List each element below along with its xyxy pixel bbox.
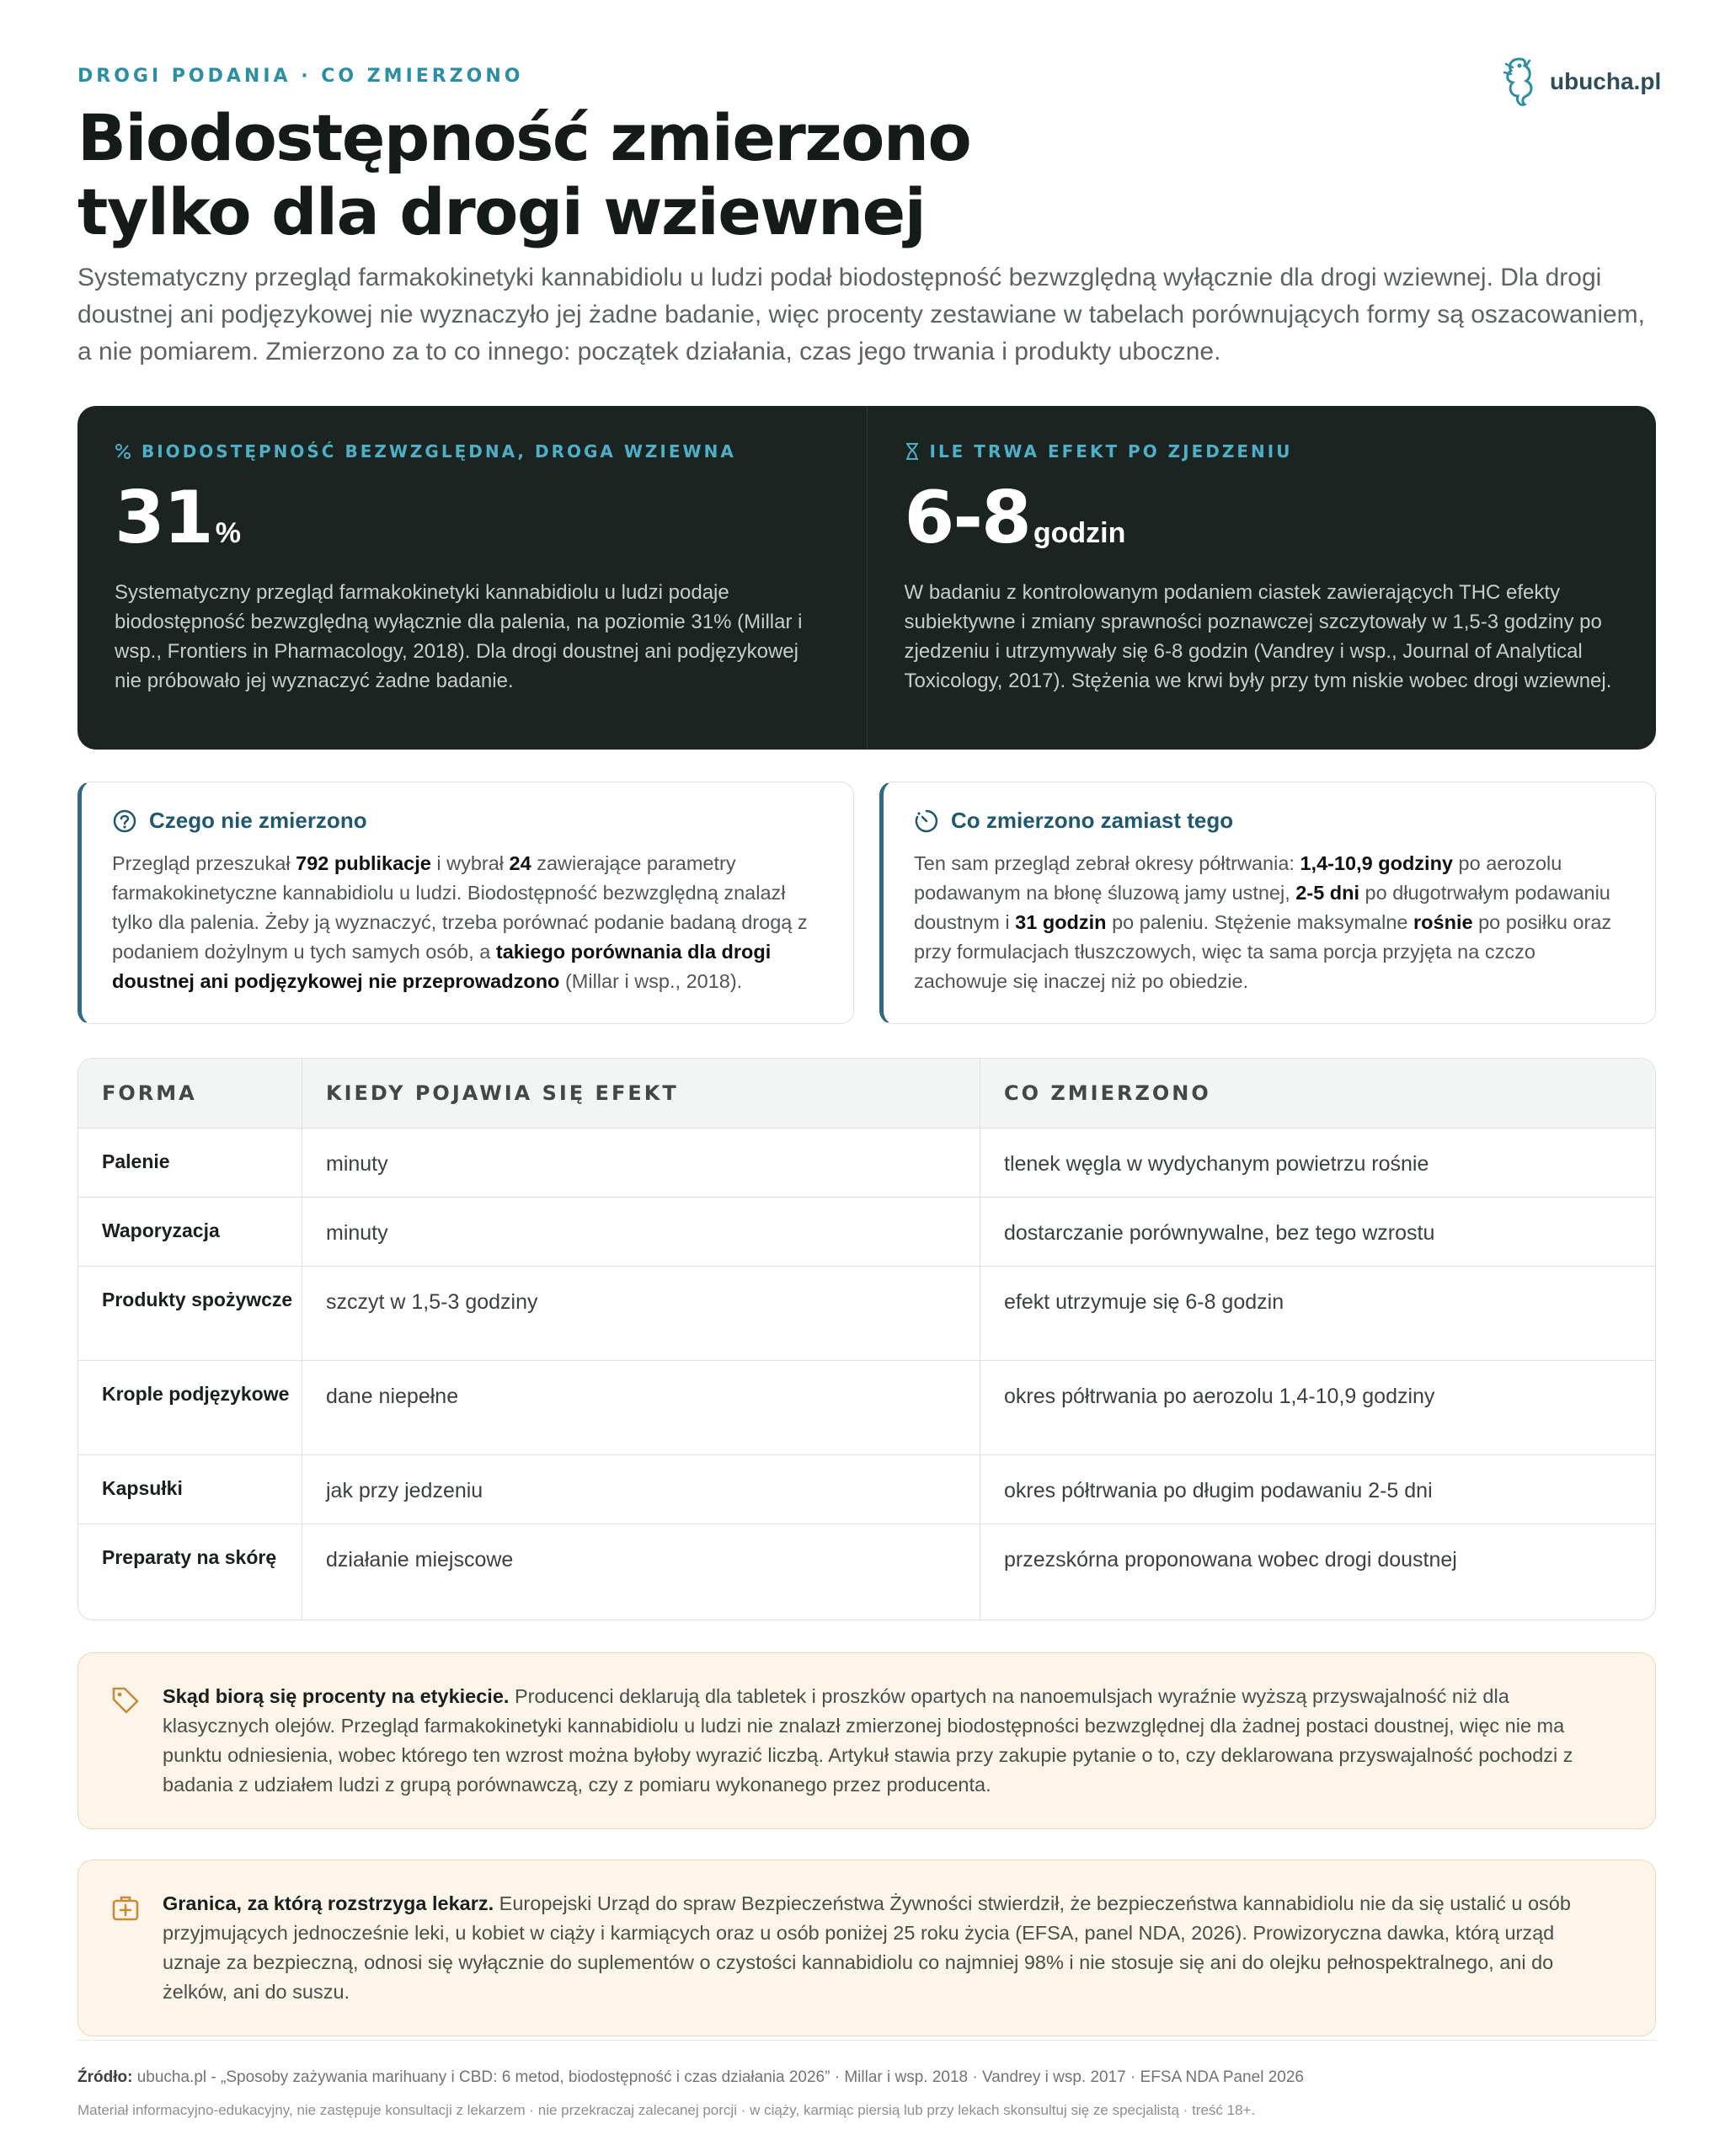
note-text: Granica, za którą rozstrzyga lekarz. Europejski Urząd do spraw Bezpieczeństwa Żywności stwierdził, że bezpieczeństwa kannabidiolu nie da się ustalić u osób przyjmujących jednocześnie leki, u kobiet w ciąży i karmiących oraz u osób poniżej 25 roku życia (EFSA, panel NDA, 2026). Prowizoryczna dawka, którą urząd uznaje za bezpieczną, odnosi się wyłącznie do suplementów o czystości kannabidiolu co najmniej 98% i nie stosuje się ani do olejku pełnospektralnego, ani do żelków, ani do suszu. (163, 1892, 1571, 2003)
table-row (78, 1266, 1655, 1360)
card-heading: Co zmierzono zamiast tego (914, 808, 1626, 834)
table-header-cell: CO ZMIERZONO (1004, 1081, 1211, 1105)
stat-bioavailability (77, 406, 867, 750)
stat-value: 6-8 godzin (904, 476, 1126, 560)
table-cell: dane niepełne (302, 1361, 980, 1454)
lead-paragraph: Systematyczny przegląd farmakokinetyki kannabidiolu u ludzi podał biodostępność bezwzględną wyłącznie dla drogi wziewnej. Dla drogi doustnej ani podjęzykowej nie wyznaczyło jej żadne badanie, więc procenty zestawiane w tabelach porównujących formy są oszacowaniem, a nie pomiarem. Zmierzono za to co innego: początek działania, czas jego trwania i produkty uboczne. (77, 264, 1646, 366)
stat-value: 31 % (115, 476, 241, 560)
stat-label: ILE TRWA EFEKT PO ZJEDZENIU (905, 441, 1620, 462)
table-cell: Produkty spożywcze (78, 1267, 302, 1360)
table-cell: jak przy jedzeniu (302, 1455, 980, 1524)
table-cell: Palenie (78, 1129, 302, 1197)
table-header-row (78, 1059, 1655, 1128)
timer-icon (914, 808, 939, 834)
page-title (77, 101, 1257, 249)
medical-kit-icon (110, 1892, 141, 1923)
card-text: Przegląd przeszukał 792 publikacje i wybrał 24 zawierające parametry farmakokinetyczne kannabidiolu u ludzi. Biodostępność bezwzględną znalazł tylko dla palenia. Żeby ją wyznaczyć, trzeba porównać podanie badaną drogą z podaniem dożylnym u tych samych osób, a takiego porównania dla drogi doustnej ani podjęzykowej nie przeprowadzono (Millar i wsp., 2018). (112, 852, 808, 992)
eyebrow: DROGI PODANIA · CO ZMIERZONO (77, 66, 524, 87)
stats-panel (77, 406, 1656, 750)
table-cell: działanie miejscowe (302, 1524, 980, 1620)
seahorse-logo-icon (1501, 54, 1538, 109)
table-row (78, 1360, 1655, 1454)
stat-description: Systematyczny przegląd farmakokinetyki kannabidiolu u ludzi podaje biodostępność bezwzględną wyłącznie dla palenia, na poziomie 31% (Millar i wsp., Frontiers in Pharmacology, 2018). Dla drogi doustnej ani podjęzykowej nie próbowało jej wyznaczyć żadne badanie. (115, 581, 803, 692)
stat-label: BIODOSTĘPNOŚĆ BEZWZGLĘDNA, DROGA WZIEWNA (115, 441, 830, 462)
footer-disclaimer: Materiał informacyjno-edukacyjny, nie zastępuje konsultacji z lekarzem · nie przekraczaj zalecanej porcji · w ciąży, karmiąc piersią lub przy lekach skonsultuj się ze specjalistą · treść 18+. (77, 2102, 1256, 2118)
table-cell: przezskórna proponowana wobec drogi doustnej (1004, 1548, 1457, 1572)
table-cell: efekt utrzymuje się 6-8 godzin (1004, 1290, 1284, 1314)
table-cell: Krople podjęzykowe (78, 1361, 302, 1454)
table-cell: okres półtrwania po aerozolu 1,4-10,9 godziny (1004, 1385, 1435, 1408)
logo[interactable] (1501, 54, 1661, 109)
table-cell: minuty (302, 1129, 980, 1197)
table-cell: Waporyzacja (78, 1198, 302, 1266)
table-cell: Kapsułki (78, 1455, 302, 1524)
table-cell: tlenek węgla w wydychanym powietrzu rośnie (1004, 1152, 1429, 1176)
forms-table (77, 1058, 1656, 1620)
table-cell: szczyt w 1,5-3 godziny (302, 1267, 980, 1360)
table-cell: Preparaty na skórę (78, 1524, 302, 1620)
table-header-cell: KIEDY POJAWIA SIĘ EFEKT (302, 1059, 980, 1128)
stat-description: W badaniu z kontrolowanym podaniem ciastek zawierających THC efekty subiektywne i zmiany sprawności poznawczej szczytowały w 1,5-3 godziny po zjedzeniu i utrzymywały się 6-8 godzin (Vandrey i wsp., Journal of Analytical Toxicology, 2017). Stężenia we krwi były przy tym niskie wobec drogi wziewnej. (904, 581, 1612, 692)
table-cell: minuty (302, 1198, 980, 1266)
table-cell: okres półtrwania po długim podawaniu 2-5 dni (1004, 1479, 1433, 1502)
title-line-2: tylko dla drogi wziewnej (77, 174, 926, 249)
stat-duration (867, 406, 1657, 750)
table-row (78, 1454, 1655, 1524)
card-text: Ten sam przegląd zebrał okresy półtrwania: 1,4-10,9 godziny po aerozolu podawanym na błonę śluzową jamy ustnej, 2-5 dni po długotrwałym podawaniu doustnym i 31 godzin po paleniu. Stężenie maksymalne rośnie po posiłku oraz przy formulacjach tłuszczowych, więc ta sama porcja przyjęta na czczo zachowuje się inaczej niż po obiedzie. (914, 852, 1612, 992)
title-line-1: Biodostępność zmierzono (77, 100, 971, 175)
logo-text: ubucha.pl (1550, 68, 1662, 94)
tag-icon (110, 1685, 141, 1716)
table-row (78, 1128, 1655, 1197)
note-text: Skąd biorą się procenty na etykiecie. Producenci deklarują dla tabletek i proszków opartych na nanoemulsjach wyraźnie wyższą przyswajalność niż dla klasycznych olejów. Przegląd farmakokinetyki kannabidiolu u ludzi nie znalazł zmierzonej biodostępności bezwzględnej dla żadnej postaci doustnej, więc nie ma punktu odniesienia, wobec którego ten wzrost można byłoby wyrazić liczbą. Artykuł stawia przy zakupie pytanie o to, czy deklarowana przyswajalność pochodzi z badania z udziałem ludzi z grupą porównawczą, czy z pomiaru wykonanego przez producenta. (163, 1685, 1573, 1796)
table-cell: dostarczanie porównywalne, bez tego wzrostu (1004, 1221, 1435, 1245)
card-measured-instead (879, 782, 1656, 1024)
percent-icon (115, 443, 131, 460)
table-header-cell: FORMA (78, 1059, 302, 1128)
table-row (78, 1524, 1655, 1620)
hourglass-icon (905, 442, 920, 461)
card-not-measured (77, 782, 854, 1024)
footer-source: Źródło: ubucha.pl - „Sposoby zażywania marihuany i CBD: 6 metod, biodostępność i czas działania 2026” · Millar i wsp. 2018 · Vandrey i wsp. 2017 · EFSA NDA Panel 2026 (77, 2068, 1304, 2086)
card-heading: Czego nie zmierzono (112, 808, 825, 834)
question-circle-icon (112, 808, 137, 834)
table-row (78, 1197, 1655, 1266)
note-doctor-boundary (77, 1860, 1656, 2036)
note-label-percentages (77, 1652, 1656, 1829)
footer-divider (77, 2040, 1656, 2041)
